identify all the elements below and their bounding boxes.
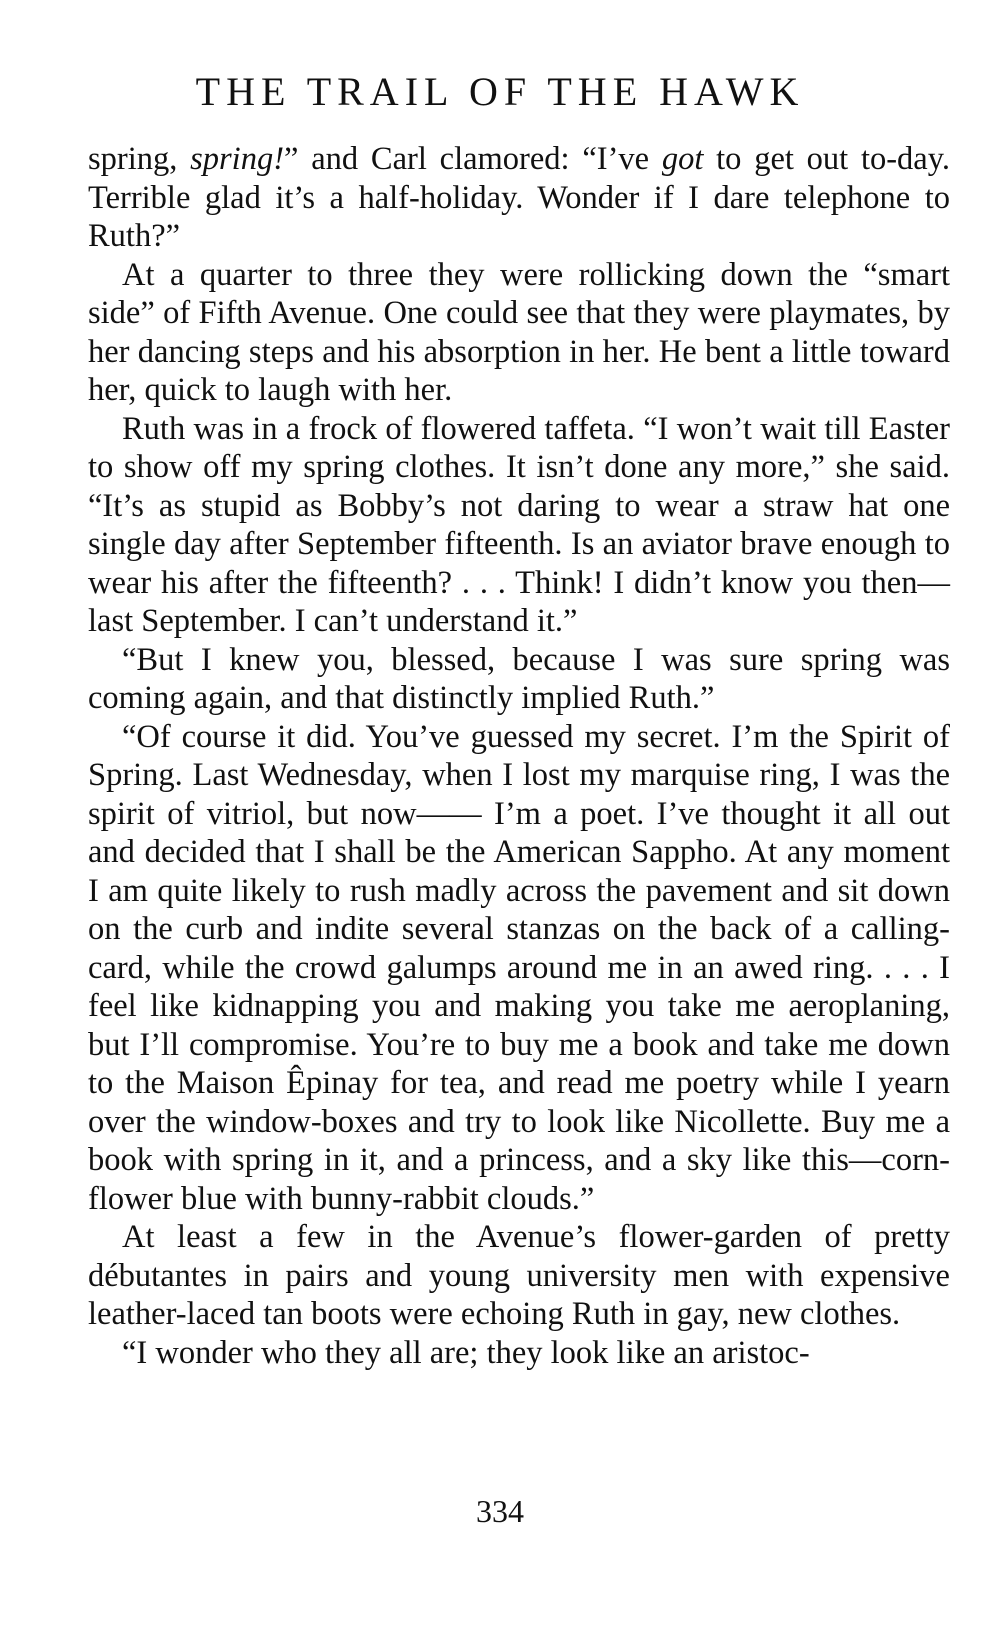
paragraph (88, 718, 950, 1219)
paragraph (88, 1334, 950, 1373)
paragraph (88, 140, 950, 256)
text-segment: At least a few in the Avenue’s flower-garden of pretty débutantes in pairs and young university men with expensive leather-laced tan boots were echoing Ruth in gay, new clothes. (88, 1219, 950, 1332)
running-head: THE TRAIL OF THE HAWK (195, 69, 805, 114)
paragraph (88, 1218, 950, 1334)
paragraph (88, 256, 950, 410)
text-segment: At a quarter to three they were rollicking down the “smart side” of Fifth Avenue. One could see that they were playmates, by her dancing steps and his absorption in her. He bent a little toward her, quick to laugh with her. (88, 256, 950, 408)
body-text (88, 140, 950, 1372)
text-segment: Ruth was in a frock of flowered taffeta. “I won’t wait till Easter to show off my spring clothes. It isn’t done any more,” she said. “It’s as stupid as Bobby’s not daring to wear a straw hat one single day after September fifteenth. Is an aviator brave enough to wear his after the fifteenth? . . . Think! I didn’t know you then—last September. I can’t understand it.” (88, 410, 950, 639)
text-segment: “But I knew you, blessed, because I was sure spring was coming again, and that distinctly implied Ruth.” (88, 641, 950, 716)
page-number: 334 (476, 1493, 524, 1529)
text-segment: spring, (88, 141, 191, 177)
paragraph (88, 641, 950, 718)
italic-text-segment: spring! (190, 141, 285, 177)
text-segment: to get out to-day. Terrible glad it’s a half-holiday. Wonder if I dare telephone to Ruth?” (88, 141, 950, 254)
text-segment: ” and Carl clamored: “I’ve (284, 141, 662, 177)
paragraph (88, 410, 950, 641)
text-segment: “Of course it did. You’ve guessed my secret. I’m the Spirit of Spring. Last Wednesday, when I lost my marquise ring, I was the spirit of vitriol, but now—— I’m a poet. I’ve thought it all out and decided that I shall be the American Sappho. At any moment I am quite likely to rush madly across the pavement and sit down on the curb and indite several stanzas on the back of a calling-card, while the crowd galumps around me in an awed ring. . . . I feel like kidnapping you and making you take me aeroplaning, but I’ll compromise. You’re to buy me a book and take me down to the Maison Êpinay for tea, and read me poetry while I yearn over the window-boxes and try to look like Nicollette. Buy me a book with spring in it, and a princess, and a sky like this—corn-flower blue with bunny-rabbit clouds.” (88, 718, 950, 1217)
italic-text-segment: got (661, 141, 704, 177)
text-segment: “I wonder who they all are; they look like an aristoc- (122, 1334, 810, 1371)
